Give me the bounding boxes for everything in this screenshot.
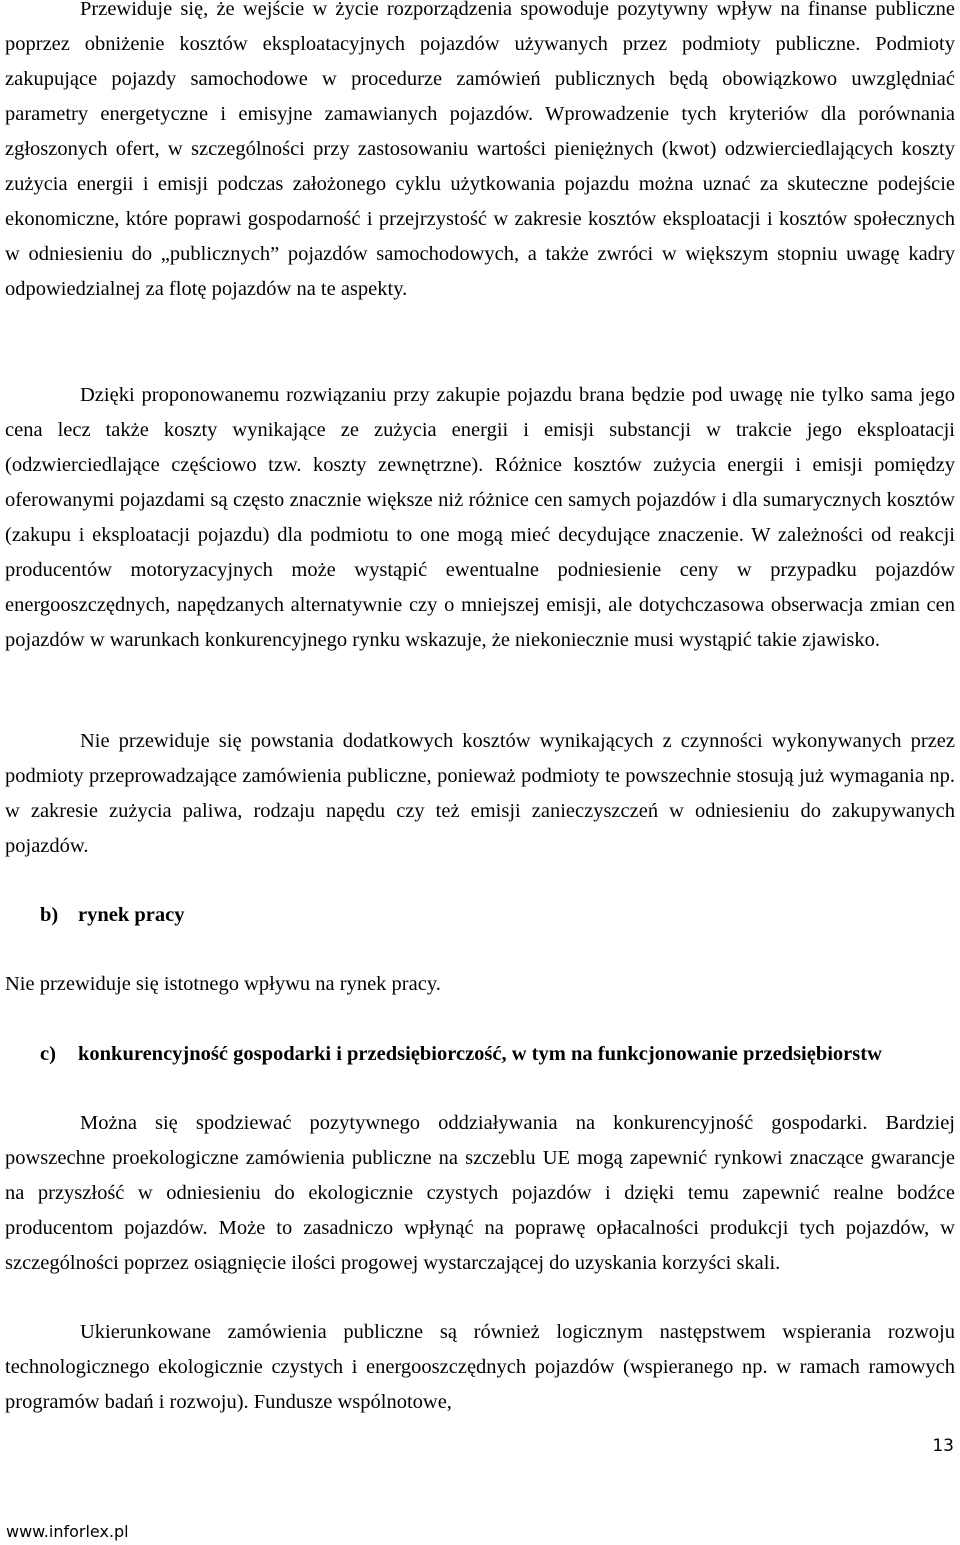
- page-number: 13: [932, 1436, 954, 1456]
- paragraph: Dzięki proponowanemu rozwiązaniu przy zakupie pojazdu brana będzie pod uwagę nie tylko sama jego cena lecz także koszty wynikające ze zużycia energii i emisji substancji w trakcie jego eksploatacji (odzwierciedlające częściowo tzw. koszty zewnętrzne). Różnice kosztów zużycia energii i emisji pomiędzy oferowanymi pojazdami są często znacznie większe niż różnice cen samych pojazdów i dla sumarycznych kosztów (zakupu i eksploatacji pojazdu) dla podmiotu to one mogą mieć decydujące znaczenie. W zależności od reakcji producentów motoryzacyjnych może wystąpić ewentualne podniesienie ceny w przypadku pojazdów energooszczędnych, napędzanych alternatywnie czy o mniejszej emisji, ale dotychczasowa obserwacja zmian cen pojazdów w warunkach konkurencyjnego rynku wskazuje, że niekoniecznie musi wystąpić takie zjawisko.: [5, 384, 955, 651]
- footer-url: www.inforlex.pl: [6, 1522, 129, 1541]
- section-heading-c: [40, 1037, 956, 1072]
- paragraph: Można się spodziewać pozytywnego oddziaływania na konkurencyjność gospodarki. Bardziej powszechne proekologiczne zamówienia publiczne na szczeblu UE mogą zapewnić rynkowi znaczące gwarancje na przyszłość w odniesieniu do ekologicznie czystych pojazdów i dzięki temu zapewnić realne bodźce producentom pojazdów. Może to zasadniczo wpłynąć na poprawę opłacalności produkcji tych pojazdów, w szczególności poprzez osiągnięcie ilości progowej wystarczającej do uzyskania korzyści skali.: [5, 1112, 955, 1274]
- paragraph: Przewiduje się, że wejście w życie rozporządzenia spowoduje pozytywny wpływ na finanse publiczne poprzez obniżenie kosztów eksploatacyjnych pojazdów używanych przez podmioty publiczne. Podmioty zakupujące pojazdy samochodowe w procedurze zamówień publicznych będą obowiązkowo uwzględniać parametry energetyczne i emisyjne zamawianych pojazdów. Wprowadzenie tych kryteriów dla porównania zgłoszonych ofert, w szczególności przy zastosowaniu wartości pieniężnych (kwot) odzwierciedlających koszty zużycia energii i emisji podczas założonego cyklu użytkowania pojazdu można uznać za skuteczne podejście ekonomiczne, które poprawi gospodarność i przejrzystość w zakresie kosztów eksploatacji i kosztów społecznych w odniesieniu do „publicznych” pojazdów samochodowych, a także zwróci w większym stopniu uwagę kadry odpowiedzialnej za flotę pojazdów na te aspekty.: [5, 0, 955, 300]
- paragraph: Ukierunkowane zamówienia publiczne są również logicznym następstwem wspierania rozwoju technologicznego ekologicznie czystych i energooszczędnych pojazdów (wspieranego np. w ramach ramowych programów badań i rozwoju). Fundusze wspólnotowe,: [5, 1321, 955, 1413]
- paragraph: Nie przewiduje się istotnego wpływu na rynek pracy.: [5, 973, 441, 995]
- section-heading-b: [40, 898, 184, 933]
- section-label: c): [40, 1043, 56, 1065]
- section-title: konkurencyjność gospodarki i przedsiębiorczość, w tym na funkcjonowanie przedsiębiorstw: [78, 1043, 882, 1065]
- paragraph: Nie przewiduje się powstania dodatkowych kosztów wynikających z czynności wykonywanych przez podmioty przeprowadzające zamówienia publiczne, ponieważ podmioty te powszechnie stosują już wymagania np. w zakresie zużycia paliwa, rodzaju napędu czy też emisji zanieczyszczeń w odniesieniu do zakupywanych pojazdów.: [5, 730, 955, 857]
- section-label: b): [40, 904, 59, 926]
- section-title: rynek pracy: [78, 904, 185, 926]
